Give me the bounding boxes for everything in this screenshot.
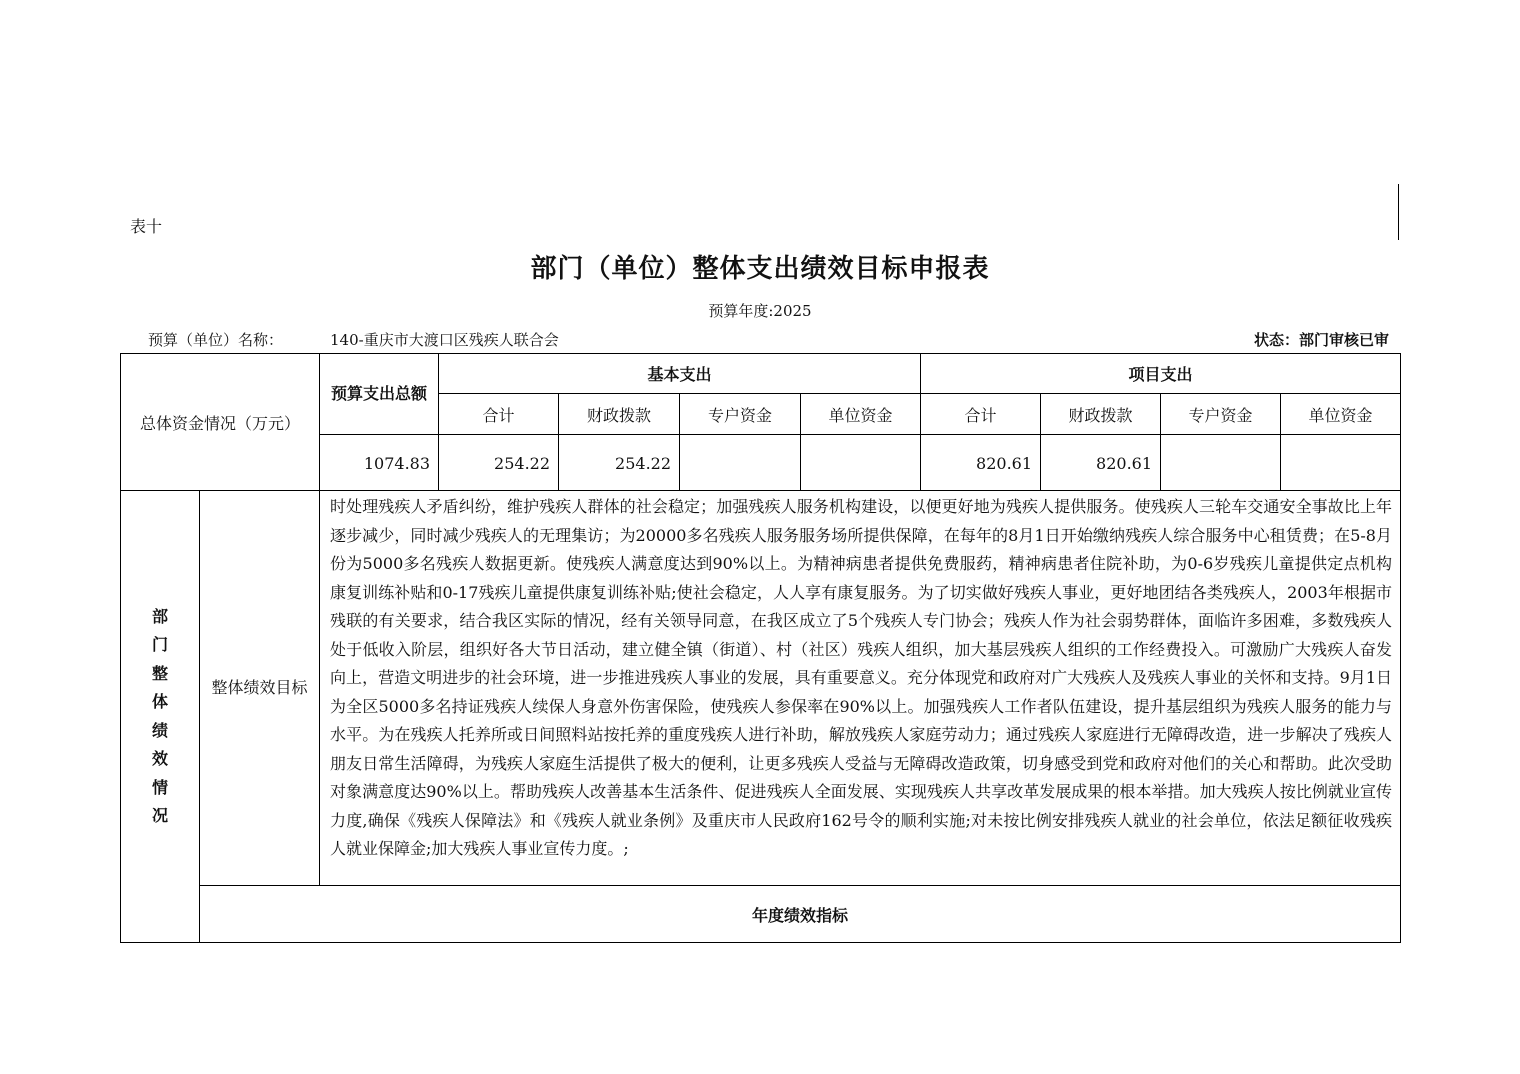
page-title: 部门（单位）整体支出绩效目标申报表	[530, 254, 990, 284]
project-expense-header: 项目支出	[921, 354, 1401, 394]
basic-fiscal-value: 254.22	[559, 435, 680, 491]
project-unit-value	[1281, 435, 1401, 491]
performance-section-label	[121, 491, 200, 943]
section-char: 绩	[151, 720, 168, 740]
section-char: 门	[151, 635, 168, 654]
unit-name-value: 140-重庆市大渡口区残疾人联合会	[330, 331, 559, 349]
budget-year: 预算年度:2025	[708, 302, 812, 320]
project-special-header: 专户资金	[1161, 394, 1281, 435]
basic-special-value	[680, 435, 801, 491]
basic-total-value: 254.22	[439, 435, 559, 491]
basic-expense-header: 基本支出	[439, 354, 921, 394]
total-budget-header: 预算支出总额	[320, 354, 439, 435]
section-char: 况	[151, 806, 168, 825]
section-char: 体	[151, 692, 168, 711]
funds-row-label: 总体资金情况（万元）	[121, 354, 320, 491]
project-total-value: 820.61	[921, 435, 1041, 491]
project-special-value	[1161, 435, 1281, 491]
section-char: 部	[151, 606, 168, 626]
project-fiscal-header: 财政拨款	[1041, 394, 1161, 435]
vertical-divider	[1398, 184, 1399, 240]
section-char: 效	[151, 749, 168, 768]
overall-goal-label: 整体绩效目标	[200, 491, 320, 886]
project-total-header: 合计	[921, 394, 1041, 435]
total-budget-value: 1074.83	[320, 435, 439, 491]
table-label: 表十	[130, 217, 163, 236]
project-fiscal-value: 820.61	[1041, 435, 1161, 491]
basic-special-header: 专户资金	[680, 394, 801, 435]
unit-name-label: 预算（单位）名称：	[148, 331, 284, 349]
annual-indicators-header: 年度绩效指标	[200, 886, 1401, 943]
basic-total-header: 合计	[439, 394, 559, 435]
section-char: 整	[151, 663, 168, 683]
basic-fiscal-header: 财政拨款	[559, 394, 680, 435]
basic-unit-header: 单位资金	[801, 394, 921, 435]
overall-goal-text: 时处理残疾人矛盾纠纷，维护残疾人群体的社会稳定；加强残疾人服务机构建设，以便更好地为残疾人提供服务。使残疾人三轮车交通安全事故比上年逐步减少，同时减少残疾人的无理集访；为20000多名残疾人服务服务场所提供保障，在每年的8月1日开始缴纳残疾人综合服务中心租赁费；在5-8月份为5000多名残疾人数据更新。使残疾人满意度达到90%以上。为精神病患者提供免费服药，精神病患者住院补助，为0-6岁残疾儿童提供定点机构康复训练补贴和0-17残疾儿童提供康复训练补贴;使社会稳定，人人享有康复服务。为了切实做好残疾人事业，更好地团结各类残疾人，2003年根据市残联的有关要求，结合我区实际的情况，经有关领导同意，在我区成立了5个残疾人专门协会；残疾人作为社会弱势群体，面临许多困难，多数残疾人处于低收入阶层，组织好各大节日活动，建立健全镇（街道）、村（社区）残疾人组织，加大基层残疾人组织的工作经费投入。可激励广大残疾人奋发向上，营造文明进步的社会环境，进一步推进残疾人事业的发展，具有重要意义。充分体现党和政府对广大残疾人及残疾人事业的关怀和支持。9月1日为全区5000多名持证残疾人续保人身意外伤害保险，使残疾人参保率在90%以上。加强残疾人工作者队伍建设，提升基层组织为残疾人服务的能力与水平。为在残疾人托养所或日间照料站按托养的重度残疾人进行补助，解放残疾人家庭劳动力；通过残疾人家庭进行无障碍改造，进一步解决了残疾人朋友日常生活障碍，为残疾人家庭生活提供了极大的便利，让更多残疾人受益与无障碍改造政策，切身感受到党和政府对他们的关心和帮助。此次受助对象满意度达90%以上。帮助残疾人改善基本生活条件、促进残疾人全面发展、实现残疾人共享改革发展成果的根本举措。加大残疾人按比例就业宣传力度,确保《残疾人保障法》和《残疾人就业条例》及重庆市人民政府162号令的顺利实施;对未按比例安排残疾人就业的社会单位，依法足额征收残疾人就业保障金;加大残疾人事业宣传力度。;	[320, 491, 1401, 886]
project-unit-header: 单位资金	[1281, 394, 1401, 435]
status-text: 状态：部门审核已审	[1253, 331, 1389, 349]
basic-unit-value	[801, 435, 921, 491]
section-char: 情	[151, 777, 168, 797]
performance-table	[120, 353, 1401, 943]
